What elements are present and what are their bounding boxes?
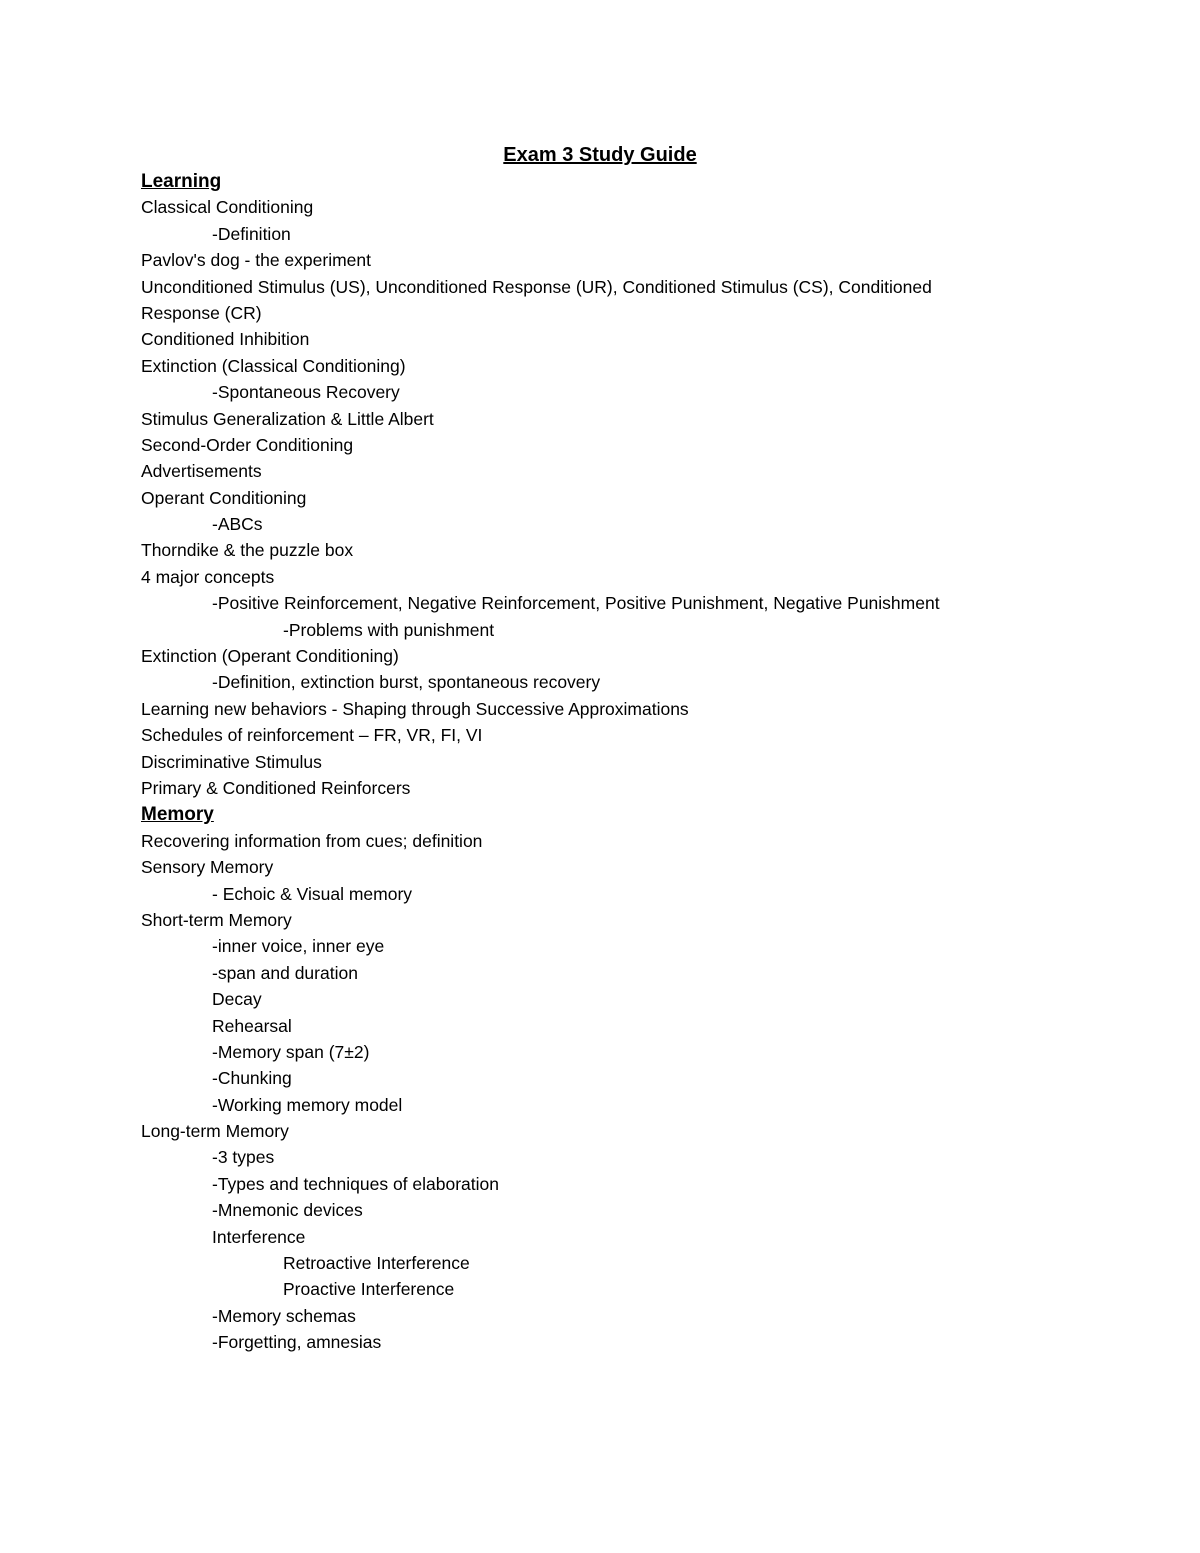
outline-line: Rehearsal: [212, 1015, 292, 1036]
outline-line: -Chunking: [212, 1068, 292, 1089]
outline-line: Recovering information from cues; definition: [141, 830, 483, 851]
outline-line: -Problems with punishment: [283, 619, 495, 640]
outline-line: -Memory span (7±2): [212, 1041, 370, 1062]
outline-line: Sensory Memory: [141, 857, 274, 878]
outline-line: Classical Conditioning: [141, 197, 314, 218]
outline-line: Discriminative Stimulus: [141, 751, 322, 772]
outline-line: -Types and techniques of elaboration: [212, 1173, 499, 1194]
outline-line: Second-Order Conditioning: [141, 434, 354, 455]
outline-line: Schedules of reinforcement – FR, VR, FI, VI: [141, 725, 483, 746]
outline-line: Advertisements: [141, 461, 262, 482]
section-heading-text: Learning: [141, 171, 222, 192]
outline-line: Primary & Conditioned Reinforcers: [141, 777, 411, 798]
section-heading: [141, 801, 1141, 827]
outline-line: -Spontaneous Recovery: [212, 382, 400, 403]
section-heading-text: Memory: [141, 804, 214, 826]
outline-line: Retroactive Interference: [283, 1253, 470, 1274]
outline-line: Response (CR): [141, 302, 262, 323]
outline-line: -Positive Reinforcement, Negative Reinforcement, Positive Punishment, Negative Punishment: [212, 593, 940, 614]
outline-line: Learning new behaviors - Shaping through Successive Approximations: [141, 698, 689, 719]
section-heading: [141, 168, 1141, 194]
outline-line: - Echoic & Visual memory: [212, 883, 413, 904]
outline-line: Stimulus Generalization & Little Albert: [141, 408, 434, 429]
outline-line: Interference: [212, 1226, 306, 1247]
outline-line: Long-term Memory: [141, 1121, 289, 1142]
outline-line: Operant Conditioning: [141, 487, 307, 508]
outline-line: Decay: [212, 989, 262, 1010]
outline-line: -Mnemonic devices: [212, 1200, 363, 1221]
outline-line: Unconditioned Stimulus (US), Unconditioned Response (UR), Conditioned Stimulus (CS), Conditioned: [141, 276, 932, 297]
outline-line: Proactive Interference: [283, 1279, 455, 1300]
outline-line: -ABCs: [212, 514, 263, 535]
outline-line: Conditioned Inhibition: [141, 329, 310, 350]
outline-line: Short-term Memory: [141, 909, 292, 930]
outline-line: -Definition: [212, 223, 291, 244]
outline-line: Extinction (Operant Conditioning): [141, 646, 399, 667]
outline-line: Extinction (Classical Conditioning): [141, 355, 406, 376]
outline-line: -Definition, extinction burst, spontaneous recovery: [212, 672, 601, 693]
outline-line: 4 major concepts: [141, 566, 275, 587]
outline-line: -Working memory model: [212, 1094, 403, 1115]
outline-line: -span and duration: [212, 962, 358, 983]
outline-line: -Memory schemas: [212, 1305, 356, 1326]
outline-line: -3 types: [212, 1147, 275, 1168]
outline-line: -Forgetting, amnesias: [212, 1332, 382, 1353]
outline-line: -inner voice, inner eye: [212, 936, 385, 957]
outline-line: Pavlov's dog - the experiment: [141, 250, 371, 271]
outline-line: Thorndike & the puzzle box: [141, 540, 354, 561]
document-body: [141, 168, 1141, 1356]
document-title: Exam 3 Study Guide: [503, 144, 697, 166]
